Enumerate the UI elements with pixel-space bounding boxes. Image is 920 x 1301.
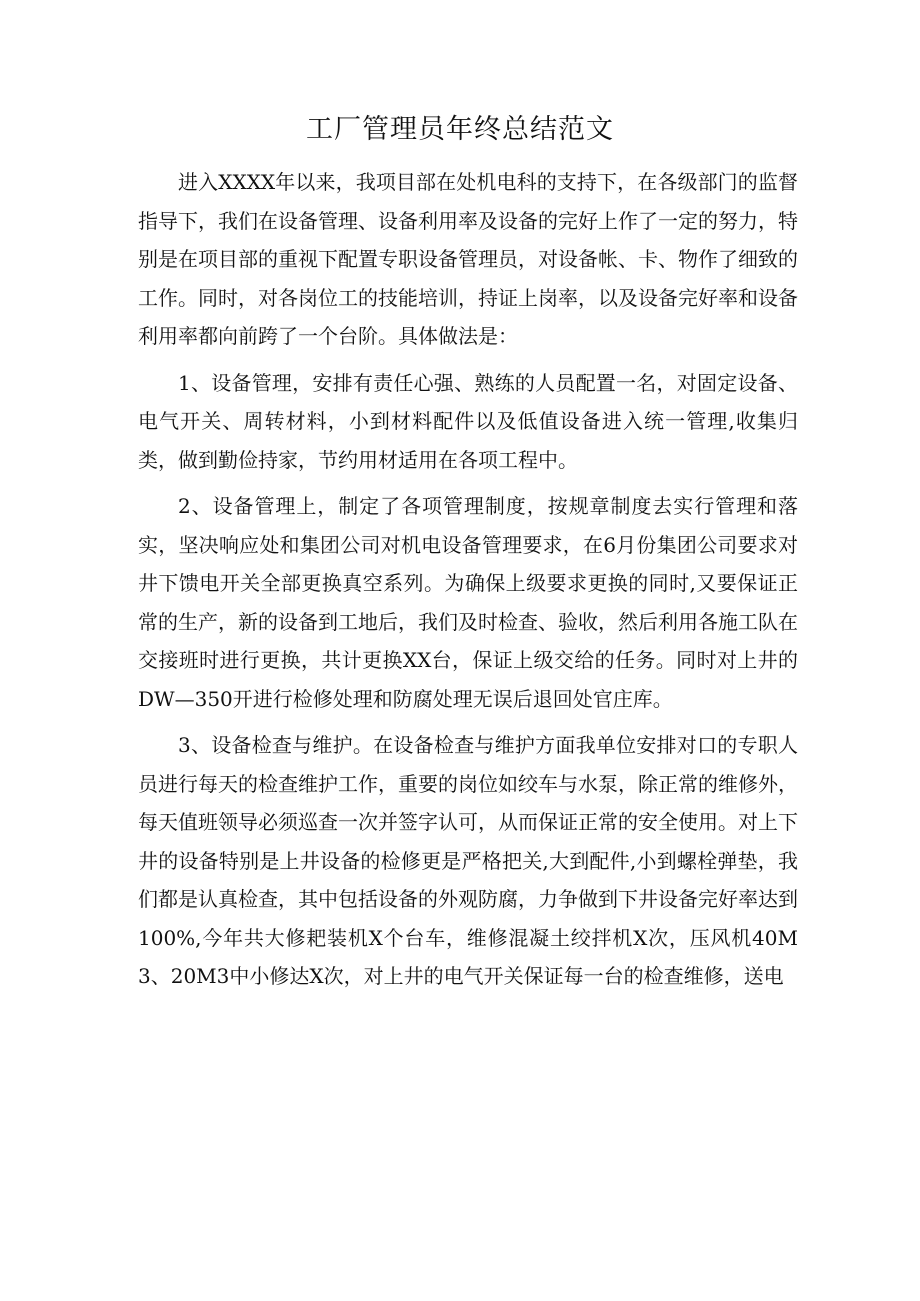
paragraph-1: 1、设备管理，安排有责任心强、熟练的人员配置一名，对固定设备、电气开关、周转材料，小到材料配件以及低值设备进入统一管理,收集归类，做到勤俭持家，节约用材适用在各项工程中。 (138, 370, 798, 472)
intro-paragraph: 进入XXXX年以来，我项目部在处机电科的支持下，在各级部门的监督指导下，我们在设备管理、设备利用率及设备的完好上作了一定的努力，特别是在项目部的重视下配置专职设备管理员，对设备帐、卡、物作了细致的工作。同时，对各岗位工的技能培训，持证上岗率，以及设备完好率和设备利用率都向前跨了一个台阶。具体做法是： (138, 170, 798, 348)
document-title: 工厂管理员年终总结范文 (306, 114, 614, 145)
paragraph-3: 3、设备检查与维护。在设备检查与维护方面我单位安排对口的专职人员进行每天的检查维护工作，重要的岗位如绞车与水泵，除正常的维修外，每天值班领导必须巡查一次并签字认可，从而保证正常的安全使用。对上下井的设备特别是上井设备的检修更是严格把关,大到配件,小到螺栓弹垫，我们都是认真检查，其中包括设备的外观防腐，力争做到下井设备完好率达到100%,今年共大修耙装机X个台车，维修混凝土绞拌机X次，压风机40M3、20M3中小修达X次，对上井的电气开关保证每一台的检查维修，送电 (138, 733, 798, 988)
paragraph-2: 2、设备管理上，制定了各项管理制度，按规章制度去实行管理和落实，坚决响应处和集团公司对机电设备管理要求，在6月份集团公司要求对井下馈电开关全部更换真空系列。为确保上级要求更换的同时,又要保证正常的生产，新的设备到工地后，我们及时检查、验收，然后利用各施工队在交接班时进行更换，共计更换XX台，保证上级交给的任务。同时对上井的DW—350开进行检修处理和防腐处理无误后退回处官庄库。 (138, 494, 798, 711)
document-body (138, 163, 798, 996)
